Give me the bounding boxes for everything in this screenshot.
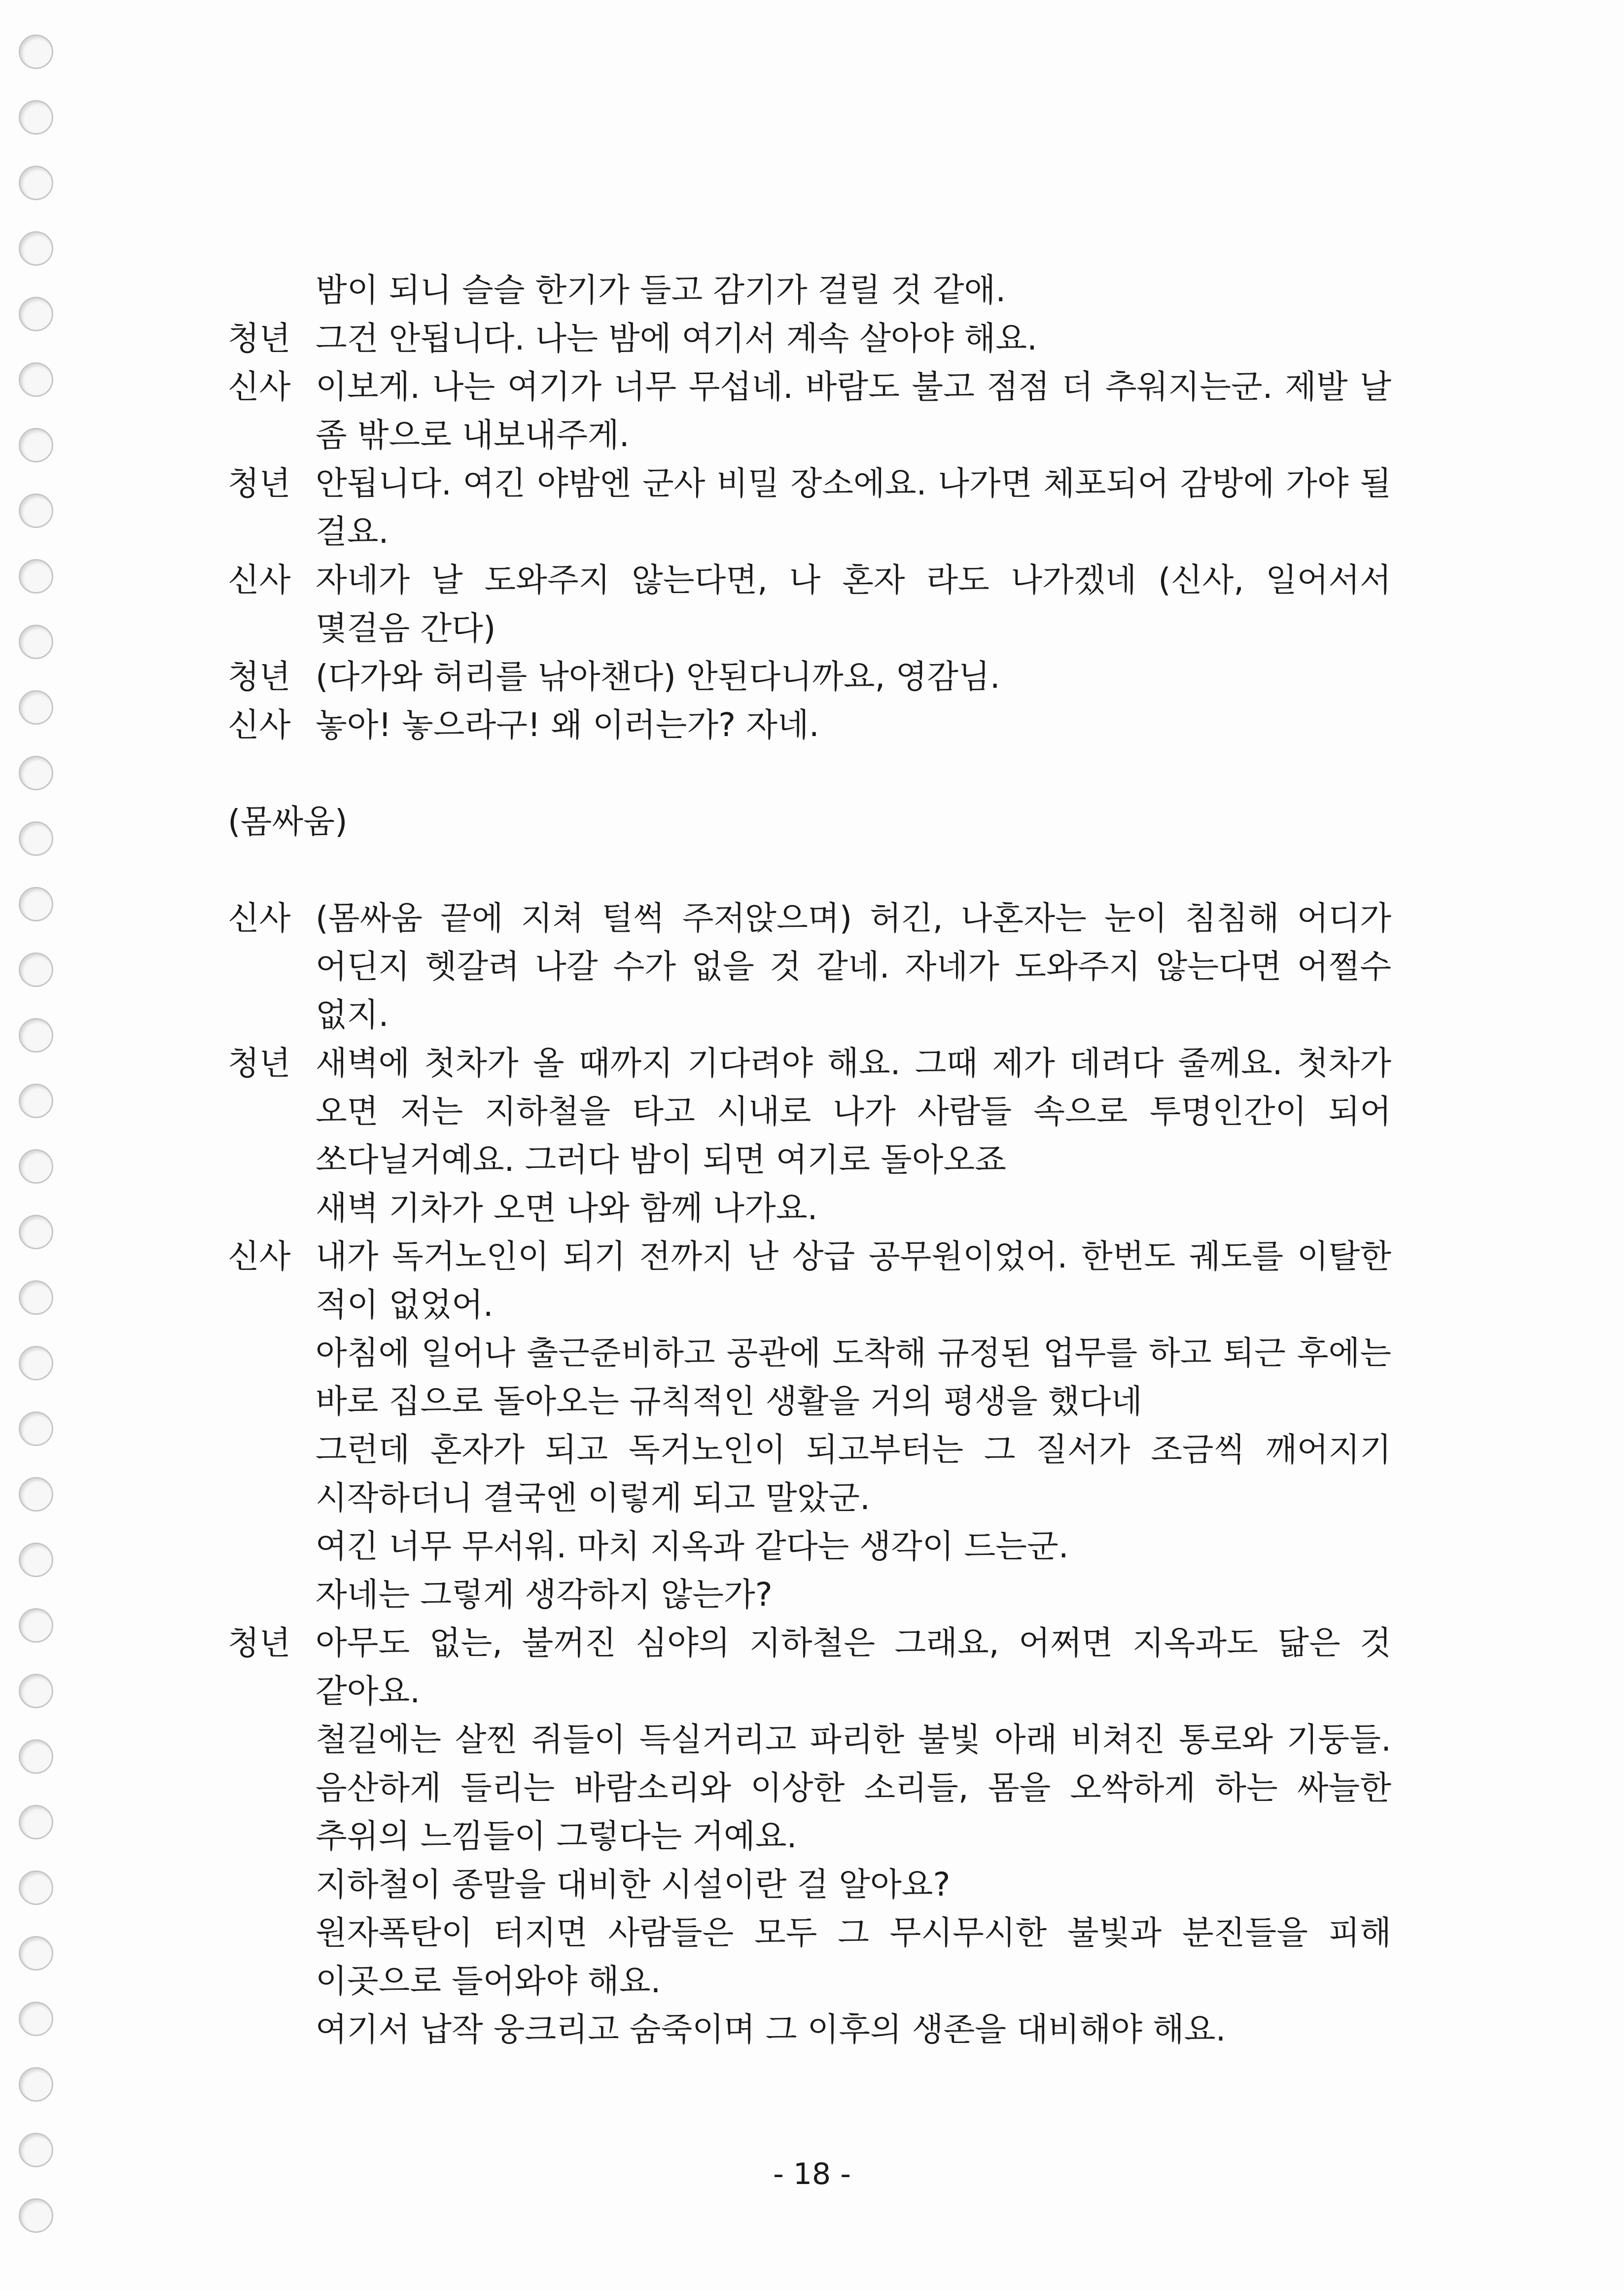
dialogue-line	[228, 1184, 1391, 1233]
binder-hole	[19, 1870, 53, 1905]
dialogue-line	[228, 1861, 1391, 1909]
dialogue-text: 자네는 그렇게 생각하지 않는가?	[316, 1576, 773, 1614]
dialogue-text: (다가와 허리를 낚아챈다) 안된다니까요, 영감님.	[316, 658, 1000, 696]
binder-hole	[19, 362, 53, 397]
dialogue-text: 안됩니다. 여긴 야밤엔 군사 비밀 장소에요. 나가면 체포되어 감방에 가야 될 걸요.	[316, 464, 1391, 551]
binder-hole	[19, 166, 53, 200]
speaker-name: 신사	[228, 899, 291, 937]
script-body	[228, 266, 1391, 2054]
dialogue-text: 여긴 너무 무서워. 마치 지옥과 같다는 생각이 드는군.	[316, 1527, 1069, 1565]
binder-hole	[19, 493, 53, 528]
binder-hole	[19, 1346, 53, 1380]
dialogue-line	[228, 363, 1391, 459]
dialogue-line	[228, 459, 1391, 556]
dialogue-text: 내가 독거노인이 되기 전까지 난 상급 공무원이었어. 한번도 궤도를 이탈한 적이 없었어.	[316, 1237, 1391, 1324]
stage-direction: (몸싸움)	[228, 803, 348, 841]
dialogue-line	[228, 894, 1391, 1039]
dialogue-line	[228, 1039, 1391, 1184]
binder-hole	[19, 1805, 53, 1839]
speaker-name: 신사	[228, 706, 291, 744]
dialogue-text: 아침에 일어나 출근준비하고 공관에 도착해 규정된 업무를 하고 퇴근 후에는 바로 집으로 돌아오는 규칙적인 생활을 거의 평생을 했다네	[316, 1334, 1391, 1420]
dialogue-text: 그건 안됩니다. 나는 밤에 여기서 계속 살아야 해요.	[316, 319, 1037, 357]
dialogue-line	[228, 1716, 1391, 1861]
binder-holes	[19, 35, 63, 2263]
speaker-name: 청년	[228, 1624, 291, 1662]
dialogue-text: 지하철이 종말을 대비한 시설이란 걸 알아요?	[316, 1866, 951, 1903]
binder-hole	[19, 2002, 53, 2036]
dialogue-line	[228, 266, 1391, 315]
binder-hole	[19, 1215, 53, 1249]
binder-hole	[19, 1018, 53, 1053]
dialogue-line	[228, 1522, 1391, 1571]
binder-hole	[19, 1411, 53, 1446]
dialogue-line	[228, 701, 1391, 749]
speaker-name: 청년	[228, 658, 291, 696]
dialogue-line	[228, 653, 1391, 701]
page-number: - 18 -	[773, 2157, 851, 2191]
dialogue-line	[228, 1329, 1391, 1426]
speaker-name: 신사	[228, 1237, 291, 1275]
dialogue-text: 새벽에 첫차가 올 때까지 기다려야 해요. 그때 제가 데려다 줄께요. 첫차가 오면 저는 지하철을 타고 시내로 나가 사람들 속으로 투명인간이 되어 쏘다닐거예요. 그러다 밤이 되면 여기로 돌아오죠	[316, 1044, 1391, 1179]
dialogue-text: 놓아! 놓으라구! 왜 이러는가? 자네.	[316, 706, 819, 744]
dialogue-line	[228, 2006, 1391, 2054]
binder-hole	[19, 1739, 53, 1774]
speaker-name: 청년	[228, 319, 291, 357]
binder-hole	[19, 100, 53, 135]
speaker-name: 신사	[228, 561, 291, 599]
binder-hole	[19, 297, 53, 331]
binder-hole	[19, 821, 53, 856]
dialogue-line	[228, 1426, 1391, 1522]
binder-hole	[19, 1084, 53, 1118]
dialogue-text: (몸싸움 끝에 지쳐 털썩 주저앉으며) 허긴, 나혼자는 눈이 침침해 어디가 어딘지 헷갈려 나갈 수가 없을 것 같네. 자네가 도와주지 않는다면 어쩔수 없지.	[316, 899, 1391, 1034]
dialogue-text: 새벽 기차가 오면 나와 함께 나가요.	[316, 1189, 818, 1227]
binder-hole	[19, 2198, 53, 2233]
binder-hole	[19, 887, 53, 921]
dialogue-text: 철길에는 살찐 쥐들이 득실거리고 파리한 불빛 아래 비쳐진 통로와 기둥들. 음산하게 들리는 바람소리와 이상한 소리들, 몸을 오싹하게 하는 싸늘한 추위의 느낌들이 그렇다는 거예요.	[316, 1721, 1391, 1855]
binder-hole	[19, 1149, 53, 1184]
binder-hole	[19, 756, 53, 790]
dialogue-line	[228, 556, 1391, 653]
binder-hole	[19, 1280, 53, 1315]
dialogue-text: 아무도 없는, 불꺼진 심야의 지하철은 그래요, 어쩌면 지옥과도 닮은 것 같아요.	[316, 1624, 1391, 1710]
dialogue-text: 여기서 납작 웅크리고 숨죽이며 그 이후의 생존을 대비해야 해요.	[316, 2010, 1226, 2048]
dialogue-text: 그런데 혼자가 되고 독거노인이 되고부터는 그 질서가 조금씩 깨어지기 시작하더니 결국엔 이렇게 되고 말았군.	[316, 1431, 1391, 1517]
binder-hole	[19, 1674, 53, 1708]
speaker-name: 청년	[228, 464, 291, 502]
binder-hole	[19, 559, 53, 594]
dialogue-text: 밤이 되니 슬슬 한기가 들고 감기가 걸릴 것 같애.	[316, 271, 1006, 309]
binder-hole	[19, 2067, 53, 2102]
dialogue-text: 원자폭탄이 터지면 사람들은 모두 그 무시무시한 불빛과 분진들을 피해 이곳으로 들어와야 해요.	[316, 1914, 1391, 2000]
binder-hole	[19, 952, 53, 987]
binder-hole	[19, 1608, 53, 1643]
binder-hole	[19, 1477, 53, 1512]
binder-hole	[19, 1543, 53, 1577]
dialogue-text: 이보게. 나는 여기가 너무 무섭네. 바람도 불고 점점 더 추워지는군. 제발 날 좀 밖으로 내보내주게.	[316, 368, 1391, 454]
dialogue-line	[228, 315, 1391, 363]
dialogue-line	[228, 1233, 1391, 1329]
binder-hole	[19, 690, 53, 725]
dialogue-text: 자네가 날 도와주지 않는다면, 나 혼자 라도 나가겠네 (신사, 일어서서 몇걸음 간다)	[316, 561, 1391, 647]
binder-hole	[19, 1936, 53, 1971]
dialogue-line	[228, 1571, 1391, 1619]
speaker-name: 청년	[228, 1044, 291, 1082]
dialogue-line	[228, 1909, 1391, 2006]
binder-hole	[19, 35, 53, 69]
dialogue-line	[228, 1619, 1391, 1716]
binder-hole	[19, 428, 53, 462]
binder-hole	[19, 231, 53, 266]
binder-hole	[19, 625, 53, 659]
speaker-name: 신사	[228, 368, 291, 406]
